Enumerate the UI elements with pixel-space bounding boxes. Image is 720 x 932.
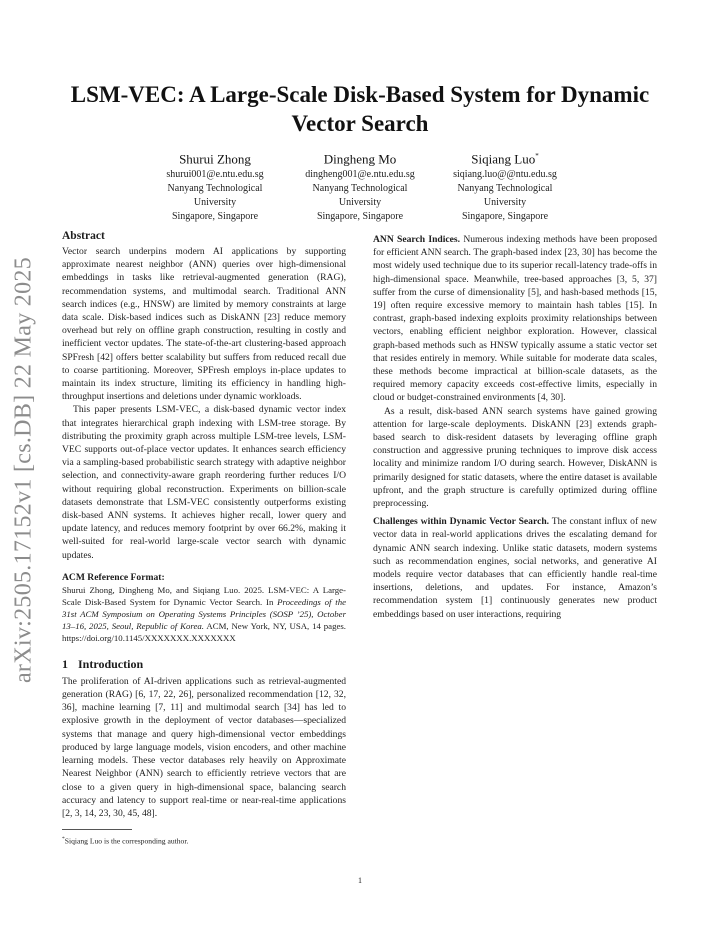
section-title: Introduction bbox=[78, 656, 144, 671]
author-email: dingheng001@e.ntu.edu.sg bbox=[305, 169, 415, 181]
arxiv-identifier-text: arXiv:2505.17152v1 [cs.DB] 22 May 2025 bbox=[10, 256, 37, 684]
intro-paragraph: The proliferation of AI-driven applications such as retrieval-augmented generation (RAG) [6, 17, 22, 26], personalized recommendation [12, 32, 36], machine learning [7, 11] and multimodal search [34] has led to explosive growth in the deployment of vector databases—specialized systems that manage and query high-dimensional vector embeddings produced by large language models, vision encoders, and other machine learning models. These vector databases rely heavily on Approximate Nearest Neighbor (ANN) search to efficiently retrieve vectors that are close to a given query in high-dimensional space, balancing search accuracy and latency to support real-time or near-real-time applications [2, 3, 14, 23, 30, 45, 48]. bbox=[62, 675, 346, 819]
footnote-rule bbox=[62, 829, 132, 830]
arxiv-identifier bbox=[4, 250, 44, 690]
author-affiliation: Nanyang Technological bbox=[167, 183, 263, 195]
author-affiliation: University bbox=[483, 197, 527, 209]
abstract-paragraph: Vector search underpins modern AI applications by supporting approximate nearest neighbor (ANN) queries over high-dimensional embeddings in tasks like retrieval-augmented generation (RAG), recommendation systems, and multimodal search. Traditional ANN search indices (e.g., HNSW) are limited by memory constraints at large data scale. Disk-based indices such as DiskANN [23] reduce memory overhead but rely on offline graph construction, resulting in costly and inefficient vector updates. The state-of-the-art clustering-based approach SPFresh [42] offers better scalability but suffers from reduced recall due to coarse partitioning. Moreover, SPFresh employs in-place updates to maintain its index structure, limiting its efficiency in handling high-throughput insertions and deletions under dynamic workloads. bbox=[62, 246, 346, 403]
paragraph-heading: ANN Search Indices. bbox=[373, 234, 461, 245]
author-name: Shurui Zhong bbox=[179, 151, 251, 167]
right-column bbox=[373, 228, 657, 621]
acm-reference-heading: ACM Reference Format: bbox=[62, 571, 165, 583]
author-affiliation: University bbox=[338, 197, 382, 209]
intro-paragraph: ANN Search Indices. Numerous indexing methods have been proposed for efficient ANN search. The graph-based index [23, 30] has become the most widely used technique due to its superior recall-latency trade-offs in high-dimensional space. Meanwhile, tree-based approaches [3, 5, 37] suffer from the curse of dimensionality [5], and hash-based methods [15, 19] often require excessive memory to maintain hash tables [15]. In contrast, graph-based indexing exploits proximity relationships between vectors, enabling efficient neighbor exploration. However, classical graph-based methods such as HNSW typically assume a static vector set that resides entirely in memory. While suitable for moderate data scales, these methods become impractical at billion-scale datasets, as the required memory capacity exceeds cost-effective limits, especially in cloud or budget-constrained environments [4, 30]. bbox=[373, 234, 657, 404]
author-email: shurui001@e.ntu.edu.sg bbox=[166, 169, 264, 181]
author-card bbox=[140, 147, 290, 224]
author-name: Dingheng Mo bbox=[323, 151, 397, 167]
acm-reference-venue: Proceedings of the 31st ACM Symposium on Operating Systems Principles (SOSP ’25), October 13–16, 2025, Seoul, Republic of Korea. bbox=[62, 596, 347, 631]
left-column bbox=[62, 228, 346, 820]
author-card bbox=[285, 147, 435, 224]
intro-paragraph: Challenges within Dynamic Vector Search. The constant influx of new vector data in real-world applications drives the escalating demand for dynamic ANN search indexing. Unlike static datasets, modern systems such as recommendation engines, social networks, and generative AI models require vector databases that can efficiently handle real-time insertions, deletions, and updates. For instance, Amazon’s recommendation system [1] continuously generates new product embeddings based on user interactions, requiring bbox=[373, 516, 657, 620]
author-card bbox=[430, 147, 580, 224]
abstract-heading: Abstract bbox=[62, 230, 105, 242]
author-affiliation: Nanyang Technological bbox=[457, 183, 553, 195]
paragraph-heading: Challenges within Dynamic Vector Search. bbox=[373, 516, 550, 528]
acm-reference-format bbox=[62, 571, 346, 644]
section-heading bbox=[62, 656, 346, 672]
intro-paragraph: As a result, disk-based ANN search systems have gained growing attention for large-scale deployments. DiskANN [23] extends graph-based search to disk-resident datasets by leveraging offline graph construction and aggressive pruning techniques to improve disk access locality and minimize random I/O during search. However, DiskANN is primarily designed for static datasets, where the entire dataset is available upfront, and the graph structure is carefully optimized during offline preprocessing. bbox=[373, 405, 657, 510]
page-number: 1 bbox=[358, 876, 362, 885]
abstract-paragraph: This paper presents LSM-VEC, a disk-based dynamic vector index that integrates hierarchical graph indexing with LSM-tree storage. By distributing the proximity graph across multiple LSM-tree levels, LSM-VEC supports out-of-place vector updates. It enhances search efficiency via a sampling-based probabilistic search strategy with adaptive neighbor selection, and connectivity-aware graph reordering further reduces I/O without requiring global reconstruction. Experiments on billion-scale datasets demonstrate that LSM-VEC consistently outperforms existing disk-based ANN systems. It achieves higher recall, lower query and update latency, and reduces memory footprint by over 66.2%, making it well-suited for real-world large-scale vector search with dynamic updates. bbox=[62, 404, 346, 561]
author-location: Singapore, Singapore bbox=[461, 211, 549, 223]
footnote: *Siqiang Luo is the corresponding author. bbox=[62, 836, 189, 846]
author-affiliation: Nanyang Technological bbox=[312, 183, 408, 195]
author-location: Singapore, Singapore bbox=[171, 211, 259, 223]
section-number: 1 bbox=[62, 656, 68, 671]
paper-title: LSM-VEC: A Large-Scale Disk-Based System for Dynamic Vector Search bbox=[70, 82, 650, 136]
author-affiliation: University bbox=[193, 197, 237, 209]
author-location: Singapore, Singapore bbox=[316, 211, 404, 223]
acm-reference-text: Shurui Zhong, Dingheng Mo, and Siqiang Luo. 2025. LSM-VEC: A Large-Scale Disk-Based System for Dynamic Vector Search. In Proceedings of the 31st ACM Symposium on Operating Systems Principles (SOSP ’25), October 13–16, 2025, Seoul, Republic of Korea. ACM, New York, NY, USA, 14 pages. https://doi.org/10.1145/XXXXXXX.XXXXXXX bbox=[62, 584, 347, 643]
author-email: siqiang.luo@@ntu.edu.sg bbox=[453, 169, 557, 181]
author-name: Siqiang Luo* bbox=[471, 151, 539, 167]
